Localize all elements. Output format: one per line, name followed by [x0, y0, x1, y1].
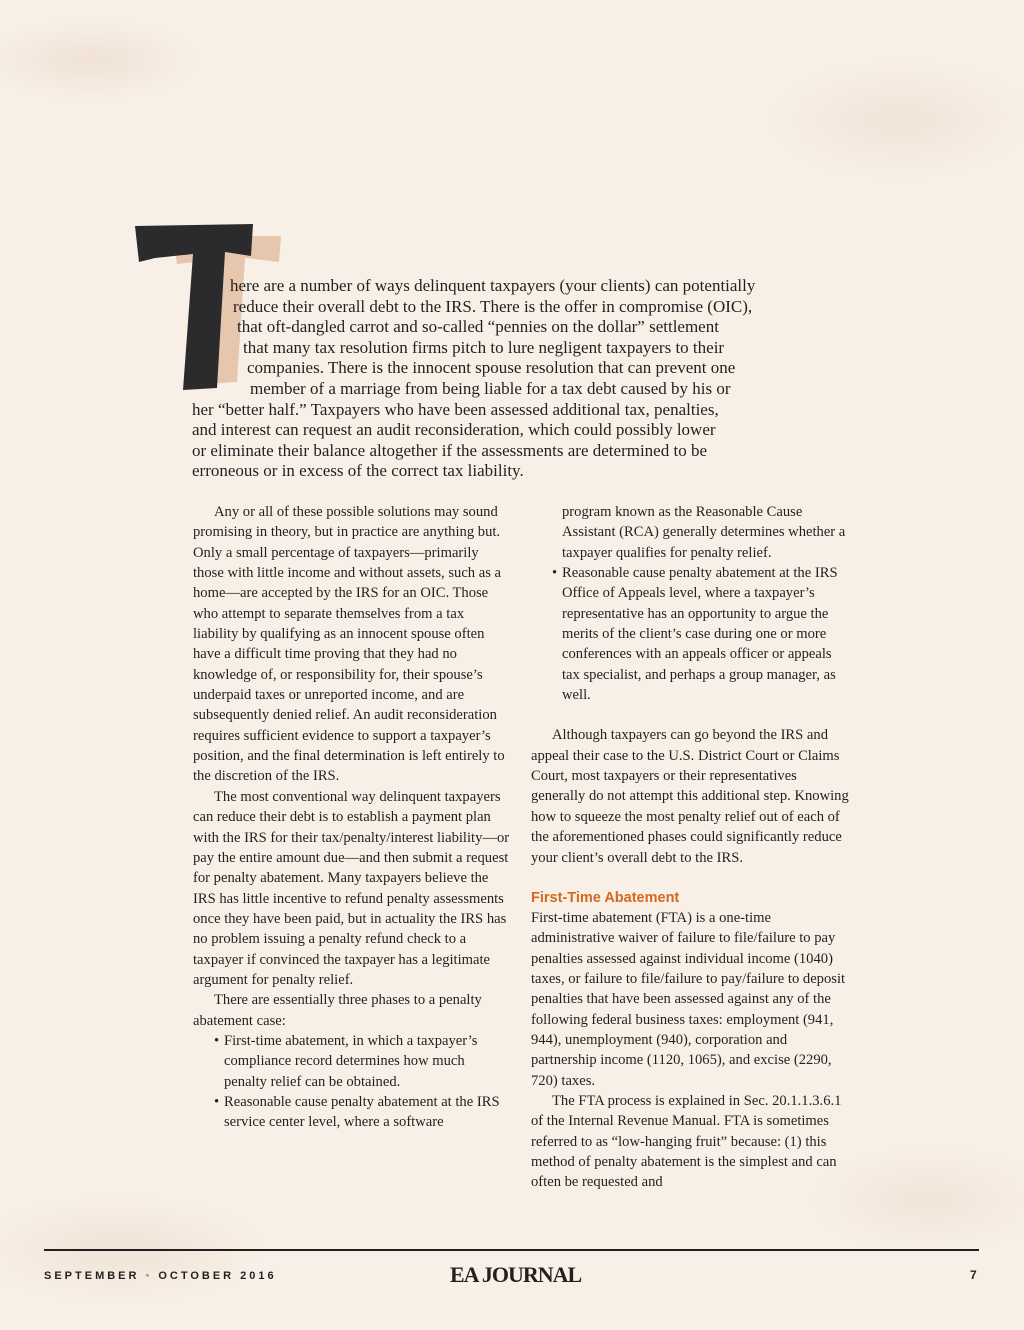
left-column [193, 502, 511, 1133]
issue-month-1: SEPTEMBER [44, 1270, 140, 1282]
intro-line: that oft-dangled carrot and so-called “pennies on the dollar” settlement [237, 317, 719, 337]
body-paragraph: First-time abatement (FTA) is a one-time administrative waiver of failure to file/failure to pay penalties assessed against individual income (1040) taxes, or failure to file/failure to pay/failure to deposit penalties that have been assessed against any of the following federal business taxes: employment (941, 944), unemployment (940), corporation and partnership income (1120, 1065), and excise (2290, 720) taxes. [531, 909, 846, 1089]
body-paragraph: There are essentially three phases to a penalty abatement case: [193, 992, 482, 1029]
page-number: 7 [970, 1268, 977, 1282]
body-paragraph: Although taxpayers can go beyond the IRS and appeal their case to the U.S. District Court or Claims Court, most taxpayers or their representatives generally do not attempt this additional step. Knowing how to squeeze the most penalty relief out of each of the aforementioned phases could significantly reduce your client’s overall debt to the IRS. [531, 727, 849, 866]
intro-line: companies. There is the innocent spouse resolution that can prevent one [247, 358, 736, 378]
intro-paragraph [192, 276, 852, 482]
list-item [531, 563, 851, 705]
footer-rule [44, 1249, 979, 1251]
body-paragraph: The most conventional way delinquent taxpayers can reduce their debt is to establish a payment plan with the IRS for their tax/penalty/interest liability—or pay the entire amount due—and then submit a request for penalty abatement. Many taxpayers believe the IRS has little incentive to refund penalty assessments once they have been paid, but in actuality the IRS has no problem issuing a penalty refund check to a taxpayer if convinced the taxpayer has a legitimate argument for penalty relief. [193, 788, 510, 988]
issue-date [44, 1270, 277, 1282]
bullet-list [193, 1031, 511, 1133]
intro-line: her “better half.” Taxpayers who have been assessed additional tax, penalties, [192, 399, 719, 419]
issue-month-2: OCTOBER 2016 [158, 1270, 277, 1282]
list-item [214, 1092, 511, 1133]
intro-line: here are a number of ways delinquent taxpayers (your clients) can potentially [230, 276, 756, 295]
list-item [214, 1031, 511, 1092]
bullet-icon: • [214, 1032, 220, 1049]
body-paragraph: Any or all of these possible solutions may sound promising in theory, but in practice are anything but. Only a small percentage of taxpayers—primarily those with little income and without assets, such as a home—are accepted by the IRS for an OIC. Those who attempt to separate themselves from a tax liability by qualifying as an innocent spouse often have a difficult time proving that they had no knowledge of, or responsibility for, their spouse’s underpaid taxes or unreported income, and are subsequently denied relief. An audit reconsideration requires sufficient evidence to support a taxpayer’s position, and the final determination is left entirely to the discretion of the IRS. [193, 504, 505, 785]
intro-line: member of a marriage from being liable for a tax debt caused by his or [250, 378, 731, 398]
list-item-continued [531, 502, 851, 563]
list-item-text: Reasonable cause penalty abatement at the IRS Office of Appeals level, where a taxpayer’s representative has an opportunity to argue the merits of the client’s case during one or more conferences with an appeals officer or appeals tax specialist, and perhaps a group manager, as well. [562, 565, 838, 704]
bullet-icon: • [214, 1093, 220, 1110]
publication-logo: EA JOURNAL [450, 1262, 582, 1287]
intro-line: or eliminate their balance altogether if the assessments are determined to be [192, 440, 707, 460]
intro-line: and interest can request an audit reconsideration, which could possibly lower [192, 420, 716, 440]
intro-line: reduce their overall debt to the IRS. There is the offer in compromise (OIC), [233, 296, 753, 316]
intro-line: that many tax resolution firms pitch to lure negligent taxpayers to their [243, 337, 725, 357]
date-separator: • [145, 1270, 153, 1282]
right-column [531, 502, 851, 1193]
body-paragraph: The FTA process is explained in Sec. 20.1.1.3.6.1 of the Internal Revenue Manual. FTA is sometimes referred to as “low-hanging fruit” because: (1) this method of penalty abatement is the simplest and can often be requested and [531, 1092, 842, 1191]
bullet-icon: • [552, 565, 558, 582]
list-item-text: First-time abatement, in which a taxpayer’s compliance record determines how much penalty relief can be obtained. [224, 1032, 478, 1090]
bullet-list [531, 502, 851, 705]
intro-line: erroneous or in excess of the correct tax liability. [192, 461, 524, 481]
list-item-text: program known as the Reasonable Cause Assistant (RCA) generally determines whether a taxpayer qualifies for penalty relief. [562, 504, 846, 561]
list-item-text: Reasonable cause penalty abatement at the IRS service center level, where a software [224, 1093, 500, 1131]
section-heading: First-Time Abatement [531, 889, 680, 906]
